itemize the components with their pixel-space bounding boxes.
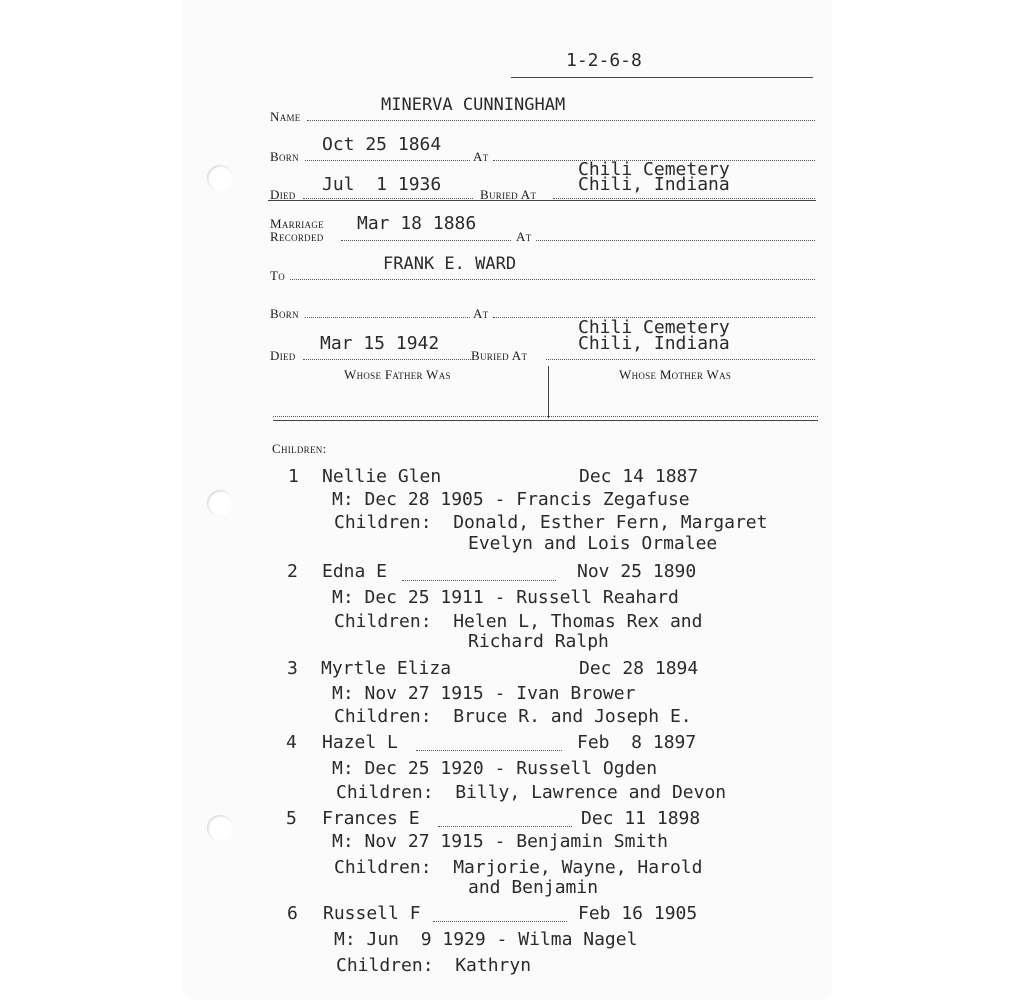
- binder-hole-top: [207, 165, 233, 191]
- whose-mother-label: Whose Mother Was: [619, 367, 732, 382]
- child-5-marriage: M: Nov 27 1915 - Benjamin Smith: [332, 831, 668, 852]
- child-1-birth: Dec 14 1887: [579, 466, 699, 487]
- child-3-children-line1: Children: Bruce R. and Joseph E.: [334, 706, 692, 727]
- child-1-children-line2: Evelyn and Lois Ormalee: [468, 533, 718, 554]
- person-born-date: Oct 25 1864: [322, 134, 442, 155]
- spouse-buried-at-label: Buried At: [471, 348, 528, 363]
- person-buried-line1: Chili Cemetery: [578, 159, 730, 180]
- marriage-at-label: At: [516, 229, 532, 244]
- child-6-children-line1: Children: Kathryn: [336, 955, 532, 976]
- child-4-birth: Feb 8 1897: [577, 732, 697, 753]
- child-1-children-line1: Children: Donald, Esther Fern, Margaret: [334, 512, 768, 533]
- child-6-birth: Feb 16 1905: [578, 903, 698, 924]
- child-2-name: Edna E: [322, 561, 388, 582]
- child-4-children-line1: Children: Billy, Lawrence and Devon: [336, 782, 727, 803]
- marriage-recorded-date: Mar 18 1886: [357, 213, 477, 234]
- person-name: MINERVA CUNNINGHAM: [381, 95, 566, 115]
- whose-father-label: Whose Father Was: [344, 367, 451, 382]
- person-died-date: Jul 1 1936: [322, 174, 442, 195]
- child-3-marriage: M: Nov 27 1915 - Ivan Brower: [332, 683, 636, 704]
- card-number: 1-2-6-8: [566, 50, 642, 71]
- child-6-name: Russell F: [323, 903, 421, 924]
- spouse-born-at-label: At: [473, 306, 489, 321]
- section-rule-2: [273, 420, 818, 421]
- child-1-marriage: M: Dec 28 1905 - Francis Zegafuse: [332, 489, 690, 510]
- spouse-name: FRANK E. WARD: [383, 254, 517, 274]
- spouse-died-date: Mar 15 1942: [320, 333, 440, 354]
- child-5-children-line2: and Benjamin: [468, 877, 599, 898]
- child-2-children-line1: Children: Helen L, Thomas Rex and: [334, 611, 703, 632]
- child-2-number: 2: [287, 561, 298, 582]
- child-3-name: Myrtle Eliza: [321, 658, 452, 679]
- child-5-name: Frances E: [322, 808, 420, 829]
- child-1-name: Nellie Glen: [322, 466, 442, 487]
- person-buried-line2: Chili, Indiana: [578, 174, 730, 195]
- spouse-died-label: Died: [270, 348, 296, 363]
- binder-hole-bottom: [207, 815, 233, 841]
- child-6-number: 6: [287, 903, 298, 924]
- child-5-birth: Dec 11 1898: [581, 808, 701, 829]
- child-2-children-line2: Richard Ralph: [468, 631, 609, 652]
- spouse-born-label: Born: [270, 306, 299, 321]
- to-label: To: [270, 268, 286, 283]
- children-label: Children:: [272, 441, 327, 456]
- child-4-number: 4: [286, 732, 297, 753]
- spouse-buried-line2: Chili, Indiana: [578, 333, 730, 354]
- child-4-marriage: M: Dec 25 1920 - Russell Ogden: [332, 758, 658, 779]
- spouse-buried-line1: Chili Cemetery: [578, 317, 730, 338]
- name-label: Name: [270, 109, 301, 124]
- child-2-birth: Nov 25 1890: [577, 561, 697, 582]
- buried-at-label: Buried At: [480, 187, 537, 202]
- card-number-rule: [511, 77, 813, 78]
- born-at-label: At: [473, 149, 489, 164]
- born-label: Born: [270, 149, 299, 164]
- child-4-name: Hazel L: [322, 732, 398, 753]
- child-1-number: 1: [288, 466, 299, 487]
- child-3-number: 3: [287, 658, 298, 679]
- marriage-label-line1: Marriage: [270, 216, 324, 231]
- child-6-marriage: M: Jun 9 1929 - Wilma Nagel: [334, 929, 638, 950]
- child-2-marriage: M: Dec 25 1911 - Russell Reahard: [332, 587, 679, 608]
- died-label: Died: [270, 187, 296, 202]
- child-3-birth: Dec 28 1894: [579, 658, 699, 679]
- child-5-number: 5: [286, 808, 297, 829]
- child-5-children-line1: Children: Marjorie, Wayne, Harold: [334, 857, 703, 878]
- binder-hole-middle: [207, 490, 233, 516]
- marriage-label-line2: Recorded: [270, 229, 324, 244]
- parents-divider: [548, 366, 549, 418]
- section-rule-1: [268, 200, 816, 201]
